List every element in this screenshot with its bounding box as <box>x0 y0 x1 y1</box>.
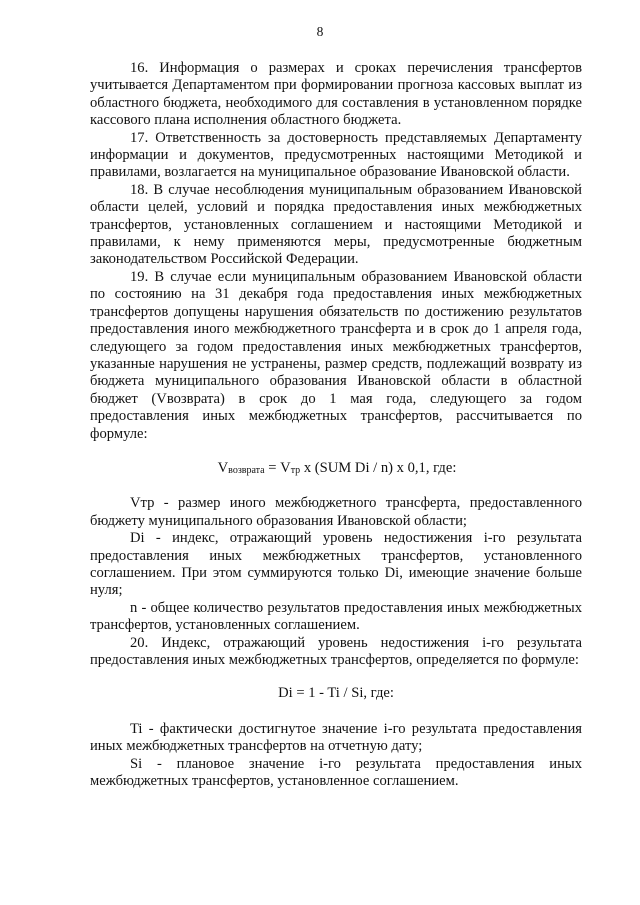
definition-si: Si - плановое значение i-го результата предоставления иных межбюджетных трансфертов, установленное соглашением. <box>90 755 582 790</box>
formula-lhs-base: V <box>217 459 229 476</box>
paragraph-19: 19. В случае если муниципальным образованием Ивановской области по состоянию на 31 декабря года предоставления иных межбюджетных трансфертов допущены нарушения обязательств по достижению результатов предоставления иного межбюджетного трансферта и в срок до 1 апреля года, следующего за годом предоставления иных межбюджетных трансфертов, указанные нарушения не устранены, размер средств, подлежащий возврату из бюджета муниципального образования Ивановской области в областной бюджет (Vвозврата) в срок до 1 мая года, следующего за годом предоставления иных межбюджетных трансфертов, рассчитывается по формуле: <box>90 268 582 442</box>
definition-di: Di - индекс, отражающий уровень недостижения i-го результата предоставления иных межбюджетных трансфертов, установленного соглашением. При этом суммируются только Di, имеющие значение больше нуля; <box>90 530 582 599</box>
formula-rhs: x (SUM Di / n) x 0,1, где: <box>300 459 457 476</box>
page-number: 8 <box>316 24 324 39</box>
formula-refund-amount <box>90 460 582 478</box>
formula-middle-subscript: тр <box>290 464 301 476</box>
paragraph-16: 16. Информация о размерах и сроках перечисления трансфертов учитывается Департаментом при формировании прогноза кассовых выплат из областного бюджета, необходимого для составления в установленном порядке кассового плана исполнения областного бюджета. <box>90 60 582 129</box>
paragraph-18: 18. В случае несоблюдения муниципальным образованием Ивановской области целей, условий и порядка предоставления иных межбюджетных трансфертов, установленных соглашением и настоящими Методикой и правилами, к нему применяются меры, предусмотренные бюджетным законодательством Российской Федерации. <box>90 181 582 268</box>
definition-n: n - общее количество результатов предоставления иных межбюджетных трансфертов, установленных соглашением. <box>90 599 582 634</box>
paragraph-17: 17. Ответственность за достоверность представляемых Департаменту информации и документов, предусмотренных настоящими Методикой и правилами, возлагается на муниципальное образование Ивановской области. <box>90 129 582 181</box>
document-body <box>90 60 582 790</box>
formula-middle: = V <box>264 459 291 476</box>
definition-vtr: Vтр - размер иного межбюджетного трансферта, предоставленного бюджету муниципального образования Ивановской области; <box>90 495 582 529</box>
formula-lhs-subscript: возврата <box>228 464 265 476</box>
paragraph-20: 20. Индекс, отражающий уровень недостижения i-го результата предоставления иных межбюджетных трансфертов, определяется по формуле: <box>90 634 582 668</box>
formula-index: Di = 1 - Ti / Si, где: <box>278 685 394 702</box>
definition-ti: Ti - фактически достигнутое значение i-го результата предоставления иных межбюджетных трансфертов на отчетную дату; <box>90 720 582 755</box>
